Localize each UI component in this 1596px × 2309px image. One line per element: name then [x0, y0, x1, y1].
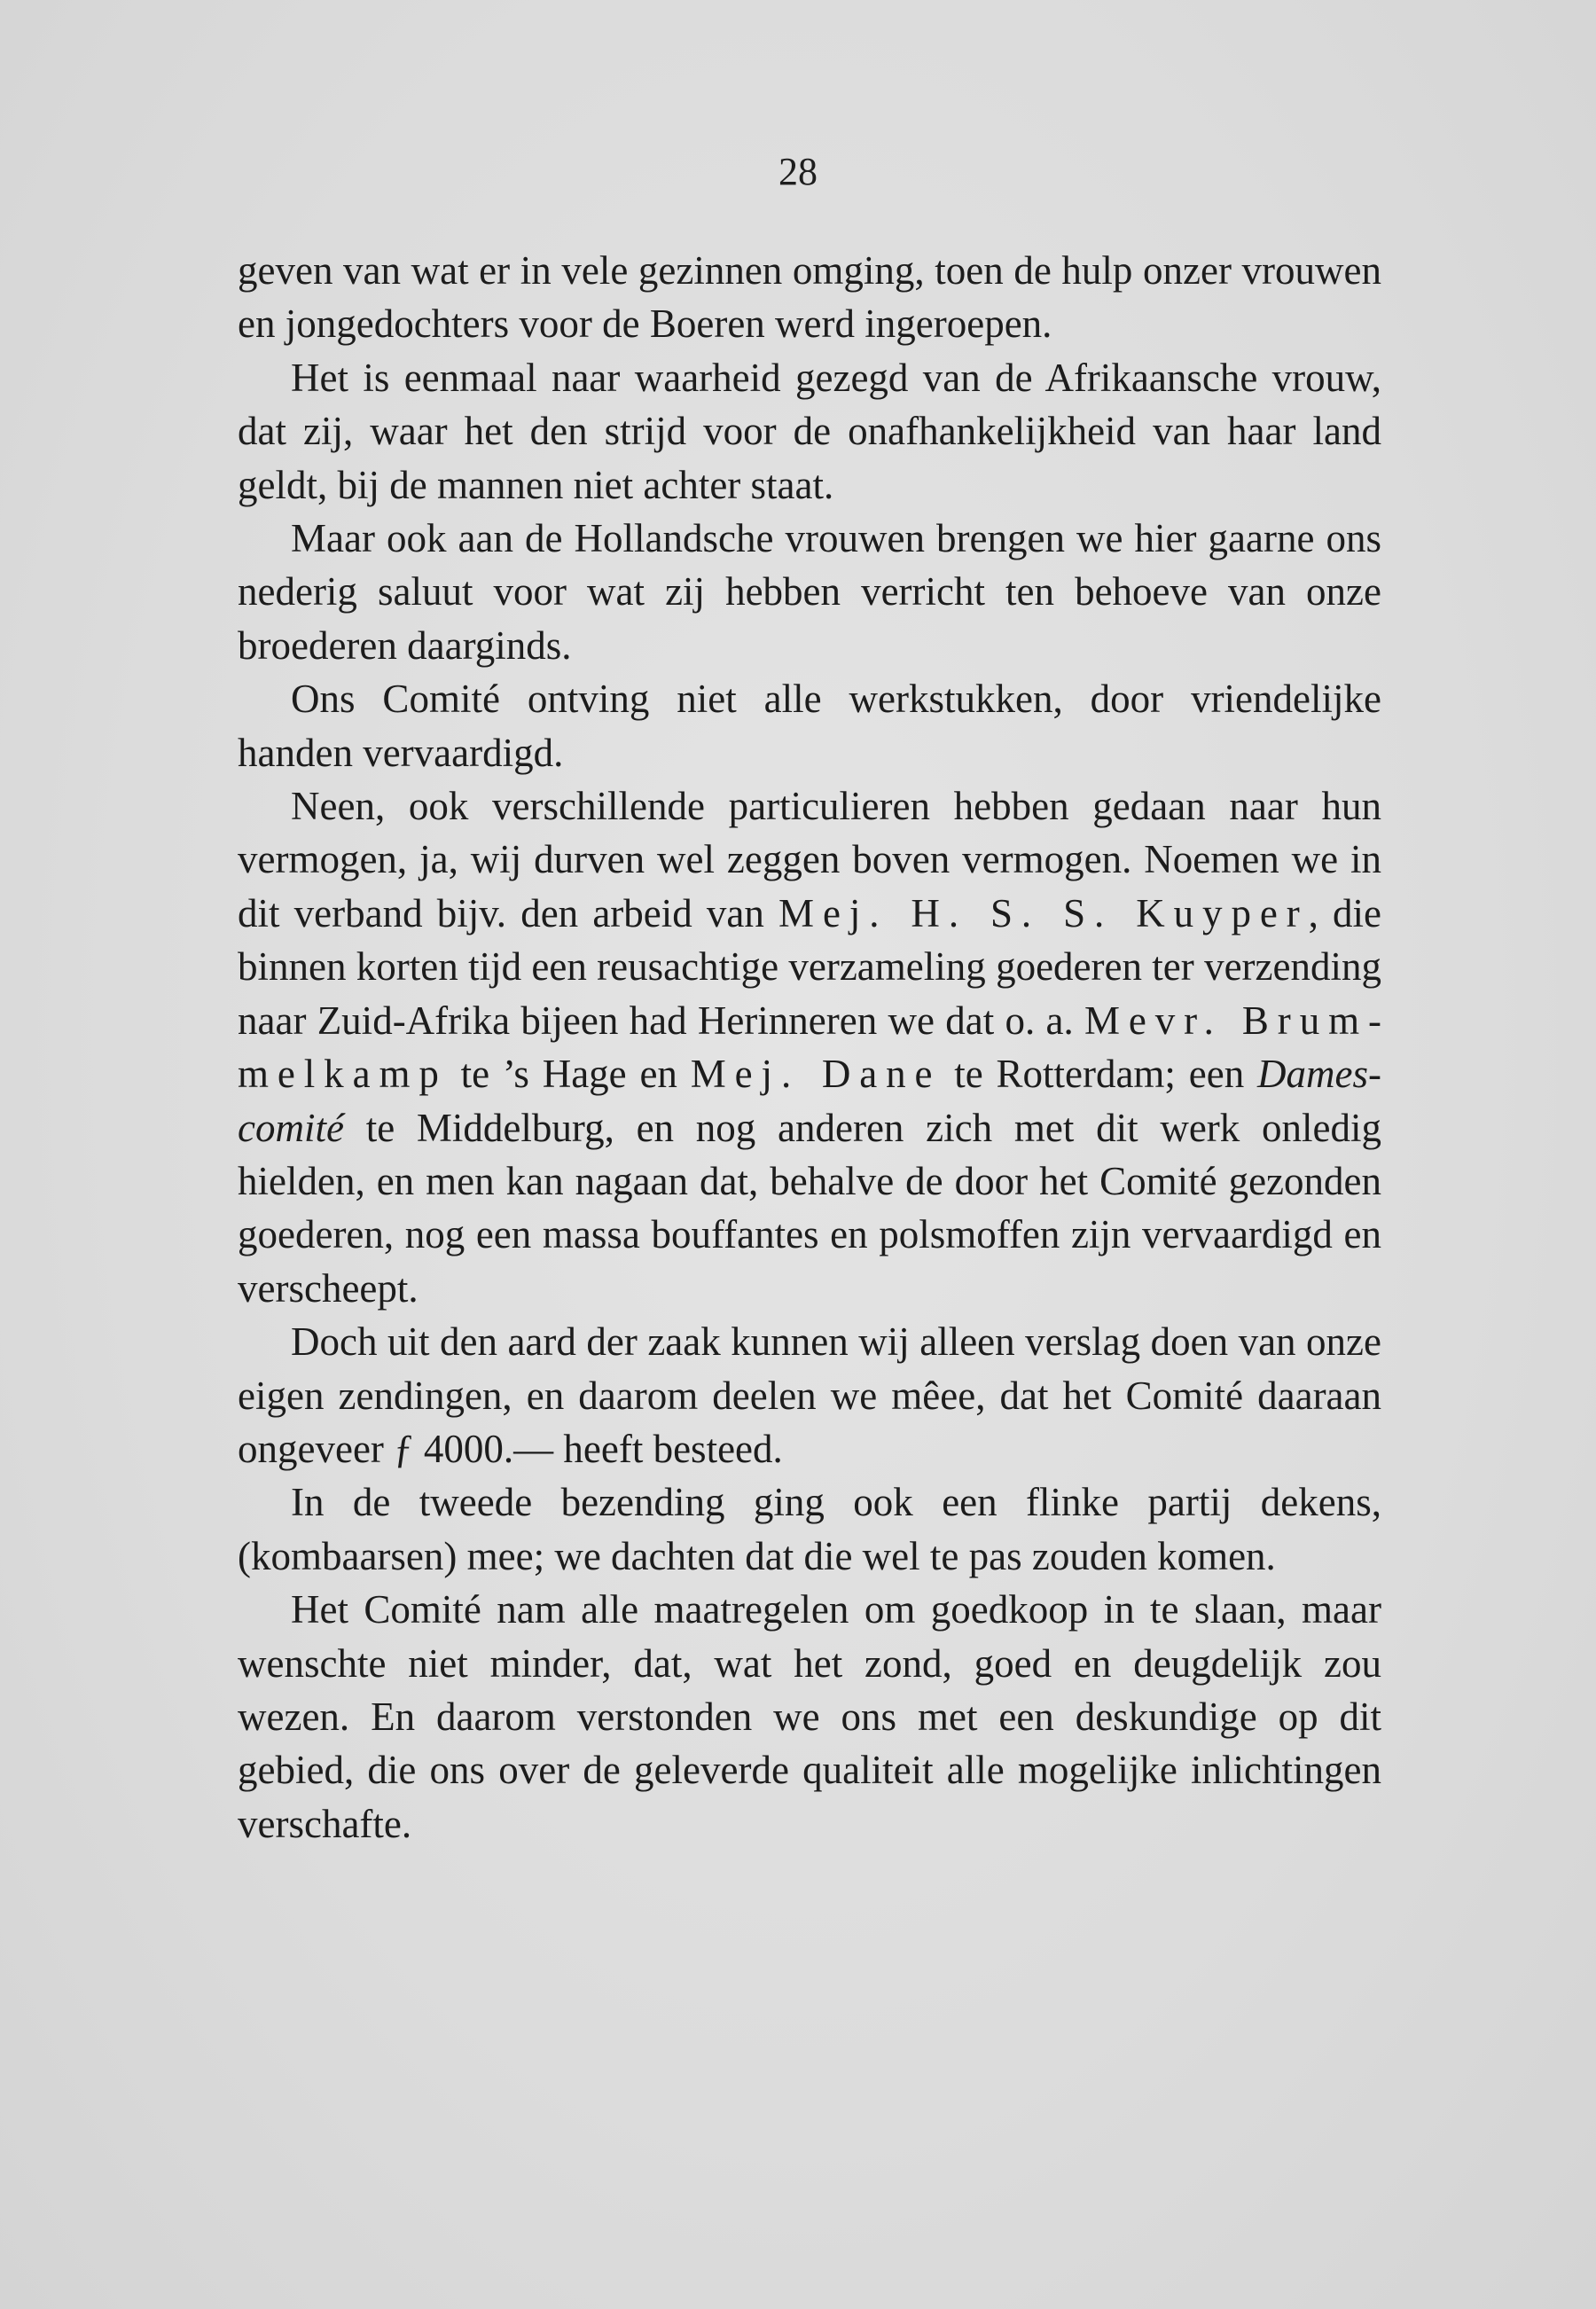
- paragraph: [238, 779, 1381, 1315]
- paragraph: [238, 244, 1381, 351]
- person-name: Mevr. Brummelkamp: [238, 998, 1381, 1097]
- paragraph-text: Neen, ook verschillende particulieren hebben gedaan naar hun vermogen, ja, wij durven wel zeggen boven vermogen. Noemen we in dit verband bijv. den arbeid van: [238, 784, 1381, 935]
- paragraph: [238, 351, 1381, 512]
- person-name: Mej. H. S. S. Kuyper: [778, 890, 1309, 935]
- paragraph: [238, 1475, 1381, 1583]
- body-text: [238, 244, 1381, 1851]
- paragraph-text: Ons Comité ontving niet alle werkstukken, door vriendelijke handen vervaardigd.: [238, 677, 1381, 775]
- paragraph: [238, 1583, 1381, 1851]
- paragraph-text: Doch uit den aard der zaak kunnen wij alleen verslag doen van onze eigen zendingen, en daarom deelen we mêee, dat het Comité daaraan ongeveer ƒ 4000.— heeft besteed.: [238, 1319, 1381, 1471]
- person-name: Mej. Dane: [690, 1052, 942, 1097]
- paragraph-text: geven van wat er in vele gezinnen omging, toen de hulp onzer vrouwen en jongedochters voor de Boeren werd ingeroepen.: [238, 248, 1381, 347]
- paragraph-text: In de tweede bezending ging ook een flinke partij dekens, (kombaarsen) mee; we dachten dat die wel te pas zouden komen.: [238, 1480, 1381, 1578]
- page-number: 28: [778, 150, 818, 193]
- paragraph: [238, 1315, 1381, 1475]
- paragraph-text: , die binnen korten tijd een reusachtige verzameling goederen ter verzending naar Zuid-Afrika bijeen had Herinneren we dat o. a.: [238, 890, 1381, 1043]
- italic-term: Dames-comité: [238, 1052, 1381, 1150]
- paragraph-text: Maar ook aan de Hollandsche vrouwen brengen we hier gaarne ons nederig saluut voor wat zij hebben verricht ten behoeve van onze broederen daarginds.: [238, 516, 1381, 668]
- paragraph-text: Het is eenmaal naar waarheid gezegd van de Afrikaansche vrouw, dat zij, waar het den strijd voor de onafhankelijkheid van haar land geldt, bij de mannen niet achter staat.: [238, 355, 1381, 507]
- paragraph-text: te ’s Hage en: [447, 1052, 691, 1097]
- paragraph-text: te Rotterdam; een: [941, 1052, 1258, 1097]
- paragraph: [238, 512, 1381, 672]
- paragraph: [238, 672, 1381, 779]
- paragraph-text: te Middelburg, en nog anderen zich met dit werk onledig hielden, en men kan nagaan dat, behalve de door het Comité gezonden goederen, nog een massa bouffantes en polsmoffen zijn vervaardigd en verscheept.: [238, 1105, 1381, 1311]
- paragraph-text: Het Comité nam alle maatregelen om goedkoop in te slaan, maar wenschte niet minder, dat, wat het zond, goed en deugdelijk zou wezen. En daarom verstonden we ons met een deskundige op dit gebied, die ons over de geleverde qualiteit alle mogelijke inlichtingen verschafte.: [238, 1587, 1381, 1846]
